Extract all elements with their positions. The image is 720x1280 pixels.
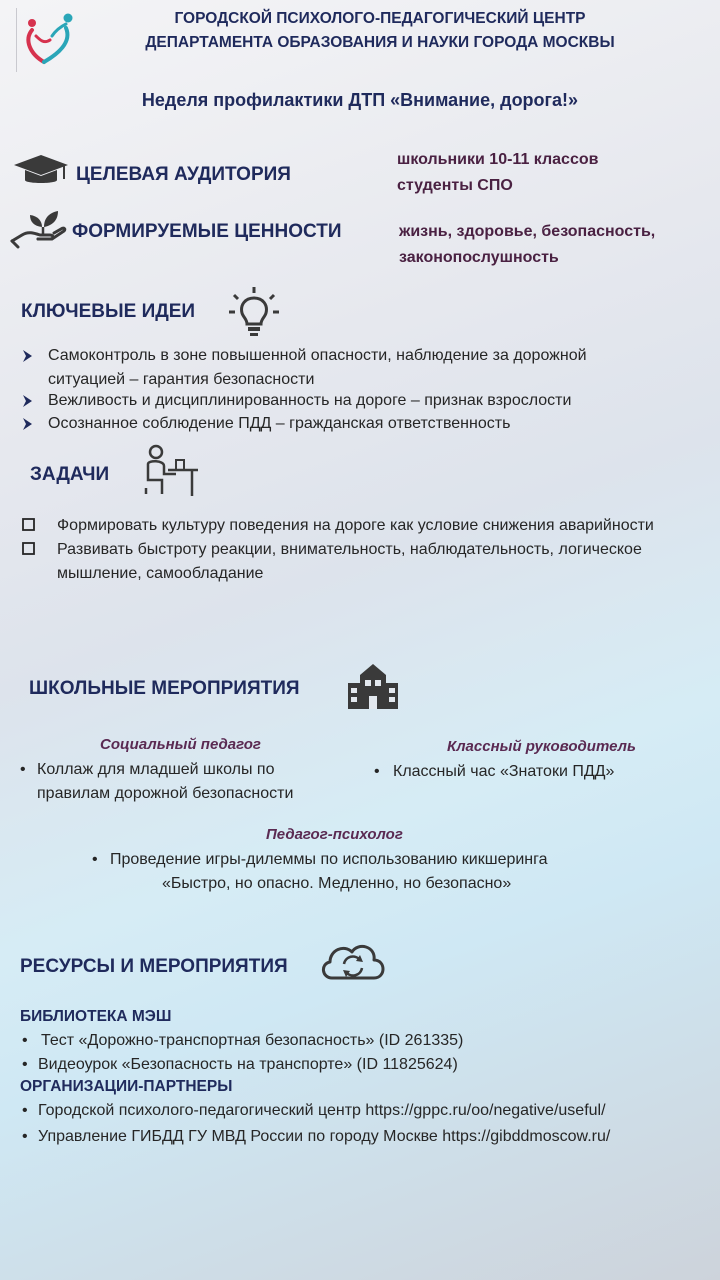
dot-bullet-icon: • xyxy=(22,1102,28,1119)
partner-item[interactable] xyxy=(20,1099,700,1123)
library-item-text: Видеоурок «Безопасность на транспорте» (ID 11825624) xyxy=(38,1056,458,1073)
audience-label: ЦЕЛЕВАЯ АУДИТОРИЯ xyxy=(76,164,291,185)
cloud-sync-icon xyxy=(318,938,388,984)
page-title: Неделя профилактики ДТП «Внимание, дорога!» xyxy=(141,90,579,110)
values-line1: жизнь, здоровье, безопасность, xyxy=(399,223,656,240)
checkbox-bullet-icon xyxy=(22,542,36,556)
role-class-teacher: Классный руководитель xyxy=(447,738,636,755)
dot-bullet-icon: • xyxy=(374,763,380,780)
key-idea-text: Самоконтроль в зоне повышенной опасности, наблюдение за дорожной ситуацией – гарантия безопасности xyxy=(48,347,587,388)
psychologist-item xyxy=(90,848,630,872)
library-title: БИБЛИОТЕКА МЭШ xyxy=(20,1008,172,1025)
dot-bullet-icon: • xyxy=(22,1032,28,1049)
class-teacher-item xyxy=(372,760,702,784)
dot-bullet-icon: • xyxy=(22,1056,28,1073)
task-text: Формировать культуру поведения на дороге как условие снижения аварийности xyxy=(57,517,654,534)
key-ideas-title: КЛЮЧЕВЫЕ ИДЕИ xyxy=(21,301,196,322)
partner-item-text: Городской психолого-педагогический центр https://gppc.ru/oo/negative/useful/ xyxy=(38,1102,606,1119)
partner-item[interactable] xyxy=(20,1125,700,1149)
psychologist-text-line1: Проведение игры-дилеммы по использованию кикшеринга xyxy=(110,851,548,868)
school-events-title: ШКОЛЬНЫЕ МЕРОПРИЯТИЯ xyxy=(29,678,300,699)
audience-line1: школьники 10-11 классов xyxy=(397,151,599,168)
dot-bullet-icon: • xyxy=(92,851,98,868)
social-pedagogue-text: Коллаж для младшей школы по правилам дорожной безопасности xyxy=(37,761,294,802)
key-idea-item xyxy=(21,344,661,391)
logo-divider xyxy=(16,8,17,72)
arrow-bullet-icon xyxy=(21,389,35,412)
school-building-icon xyxy=(346,663,400,711)
arrow-bullet-icon xyxy=(21,344,35,367)
header-org-line2: ДЕПАРТАМЕНТА ОБРАЗОВАНИЯ И НАУКИ ГОРОДА МОСКВЫ xyxy=(145,34,615,51)
psychologist-text-line2: «Быстро, но опасно. Медленно, но безопасно» xyxy=(162,875,512,892)
library-item[interactable] xyxy=(20,1053,620,1077)
task-item xyxy=(22,514,712,538)
resources-title: РЕСУРСЫ И МЕРОПРИЯТИЯ xyxy=(20,956,288,977)
gppc-logo xyxy=(22,10,78,68)
class-teacher-text: Классный час «Знатоки ПДД» xyxy=(393,763,615,780)
partners-title: ОРГАНИЗАЦИИ-ПАРТНЕРЫ xyxy=(20,1078,233,1095)
task-text: Развивать быстроту реакции, внимательность, наблюдательность, логическое мышление, самообладание xyxy=(57,541,642,582)
library-item[interactable] xyxy=(20,1029,620,1053)
role-psychologist: Педагог-психолог xyxy=(266,826,403,843)
key-idea-item xyxy=(21,389,681,413)
task-item xyxy=(22,538,692,585)
tasks-title: ЗАДАЧИ xyxy=(30,464,110,485)
checkbox-bullet-icon xyxy=(22,518,36,532)
key-idea-item xyxy=(21,412,681,436)
values-line2: законопослушность xyxy=(399,249,559,266)
arrow-bullet-icon xyxy=(21,412,35,435)
header-org-line1: ГОРОДСКОЙ ПСИХОЛОГО-ПЕДАГОГИЧЕСКИЙ ЦЕНТР xyxy=(174,10,586,27)
hand-sprout-icon xyxy=(8,205,68,249)
graduation-cap-icon xyxy=(12,153,70,187)
key-idea-text: Вежливость и дисциплинированность на дороге – признак взрослости xyxy=(48,392,572,409)
library-item-text: Тест «Дорожно-транспортная безопасность» (ID 261335) xyxy=(41,1032,464,1049)
values-label: ФОРМИРУЕМЫЕ ЦЕННОСТИ xyxy=(72,221,342,242)
dot-bullet-icon: • xyxy=(22,1128,28,1145)
social-pedagogue-item xyxy=(18,758,328,805)
partner-item-text: Управление ГИБДД ГУ МВД России по городу Москве https://gibddmoscow.ru/ xyxy=(38,1128,611,1145)
lightbulb-icon xyxy=(228,286,280,338)
role-social-pedagogue: Социальный педагог xyxy=(100,736,261,753)
key-idea-text: Осознанное соблюдение ПДД – гражданская ответственность xyxy=(48,415,511,432)
person-at-desk-icon xyxy=(142,444,200,498)
audience-line2: студенты СПО xyxy=(397,177,513,194)
dot-bullet-icon: • xyxy=(20,761,26,778)
